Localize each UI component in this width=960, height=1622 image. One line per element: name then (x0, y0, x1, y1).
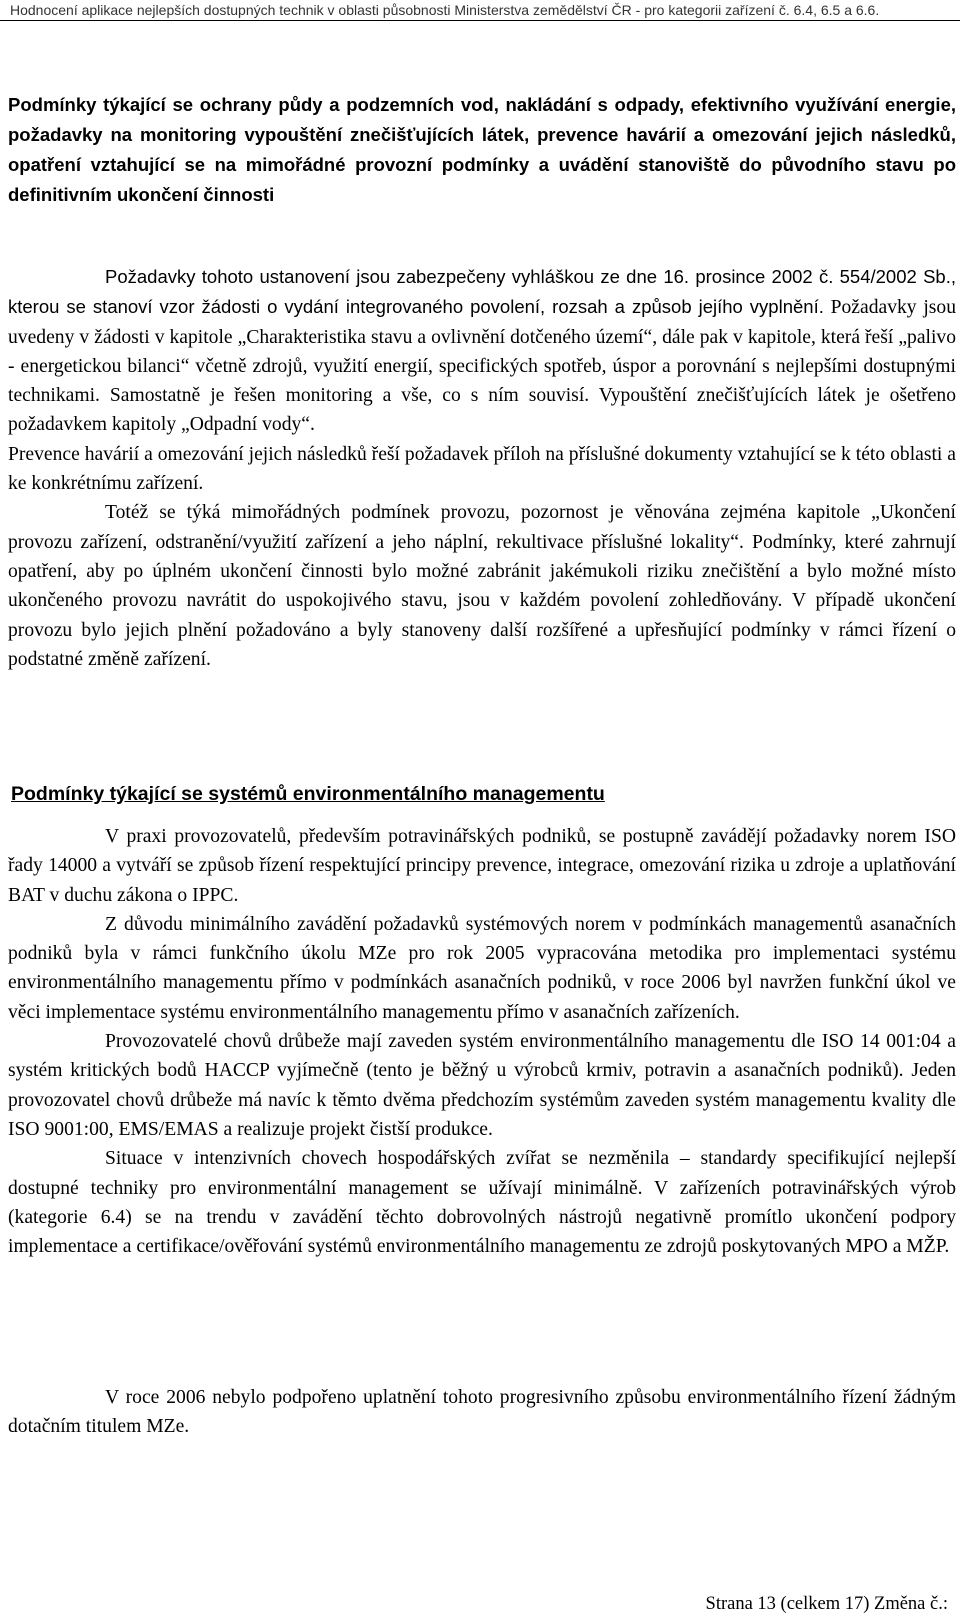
section2-paragraph-4: Situace v intenzivních chovech hospodářských zvířat se nezměnila – standardy specifikující nejlepší dostupné techniky pro environmentální management se užívají minimálně. V zařízeních potravinářských výrob (kategorie 6.4) se na trendu v zavádění těchto dobrovolných nástrojů negativně promítlo ukončení podpory implementace a certifikace/ověřování systémů environmentálního managementu ze zdrojů poskytovaných MPO a MŽP. (8, 1148, 956, 1258)
section2-closing (8, 1383, 956, 1442)
para1-sans-text: Požadavky tohoto ustanovení jsou zabezpečeny vyhláškou ze dne 16. prosince 2002 č. 554/2002 Sb., kterou se stanoví vzor žádosti o vydání integrovaného povolení, rozsah a způsob jejího vyplnění. (8, 266, 956, 318)
section1-paragraph-2: Prevence havárií a omezování jejich následků řeší požadavek příloh na příslušné dokumenty vztahující se k této oblasti a ke konkrétnímu zařízení. (8, 443, 956, 495)
section2-paragraph-1: V praxi provozovatelů, především potravinářských podniků, se postupně zavádějí požadavky norem ISO řady 14000 a vytváří se způsob řízení respektující principy prevence, integrace, omezování rizika u zdroje a uplatňování BAT v duchu zákona o IPPC. (8, 826, 956, 906)
para1-serif-text: Požadavky jsou uvedeny v žádosti v kapitole „Charakteristika stavu a ovlivnění dotčeného území“, dále pak v kapitole, která řeší „palivo - energetickou bilanci“ včetně zdrojů, využití energií, specifických spotřeb, úspor a porovnání s nejlepšími dostupnými technikami. Samostatně je řešen monitoring a vše, co s ním souvisí. Vypouštění znečišťujících látek je ošetřeno požadavkem kapitoly „Odpadní vody“. (8, 297, 956, 436)
section2-body (8, 822, 956, 1261)
section1-body (8, 262, 956, 674)
section2-paragraph-3: Provozovatelé chovů drůbeže mají zaveden systém environmentálního managementu dle ISO 14 001:04 a systém kritických bodů HACCP vyjímečně (tento je běžný u výrobců krmiv, potravin a asanačních podniků). Jeden provozovatel chovů drůbeže má navíc k těmto dvěma předchozím systémům zaveden systém managementu kvality dle ISO 9001:00, EMS/EMAS a realizuje projekt čistší produkce. (8, 1031, 956, 1140)
section1-heading: Podmínky týkající se ochrany půdy a podzemních vod, nakládání s odpady, efektivního využívání energie, požadavky na monitoring vypouštění znečišťujících látek, prevence havárií a omezování jejich následků, opatření vztahující se na mimořádné provozní podmínky a uvádění stanoviště do původního stavu po definitivním ukončení činnosti (8, 94, 956, 205)
section2-paragraph-5: V roce 2006 nebylo podpořeno uplatnění tohoto progresivního způsobu environmentálního řízení žádným dotačním titulem MZe. (8, 1387, 956, 1438)
section2-paragraph-2: Z důvodu minimálního zavádění požadavků systémových norem v podmínkách managementů asanačních podniků byla v rámci funkčního úkolu MZe pro rok 2005 vypracována metodika pro implementaci systému environmentálního managementu přímo v podmínkách asanačních podniků, v roce 2006 byl navržen funkční úkol ve věci implementace systému environmentálního managementu přímo v asanačních zařízeních. (8, 913, 956, 1023)
section1-paragraph-1 (8, 262, 956, 440)
page-footer: Strana 13 (celkem 17) Změna č.: (705, 1594, 948, 1614)
running-header: Hodnocení aplikace nejlepších dostupných technik v oblasti působnosti Ministerstva zemědělství ČR - pro kategorii zařízení č. 6.4, 6.5 a 6.6. (0, 0, 960, 21)
section2-heading: Podmínky týkající se systémů environmentálního managementu (11, 783, 605, 805)
section1-paragraph-3: Totéž se týká mimořádných podmínek provozu, pozornost je věnována zejména kapitole „Ukončení provozu zařízení, odstranění/využití zařízení a jeho náplní, rekultivace příslušné lokality“. Podmínky, které zahrnují opatření, aby po úplném ukončení činnosti bylo možné zabránit jakémukoli riziku znečištění a bylo možné místo ukončeného provozu navrátit do uspokojivého stavu, jsou v každém povolení zohledňovány. V případě ukončení provozu bylo jejich plnění požadováno a byly stanoveny další rozšířené a upřesňující podmínky v rámci řízení o podstatné změně zařízení. (8, 502, 956, 670)
